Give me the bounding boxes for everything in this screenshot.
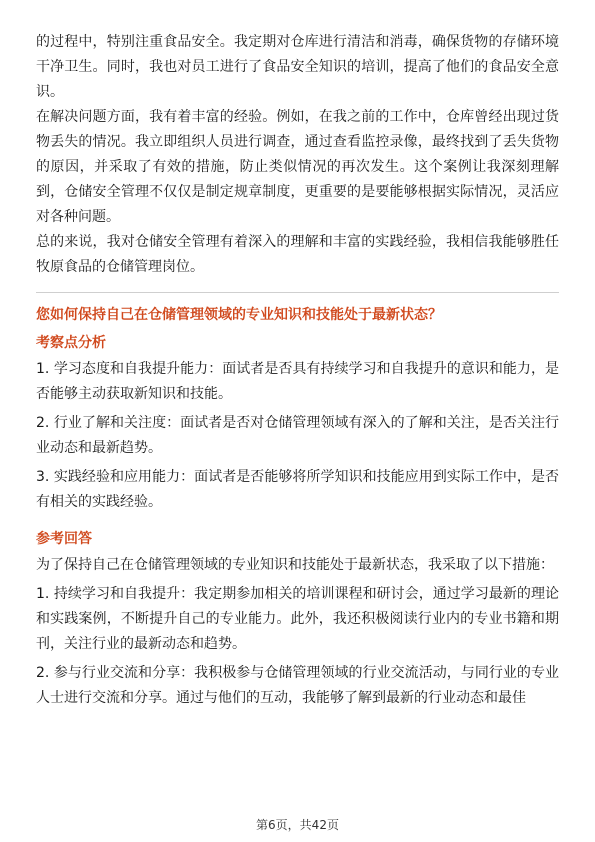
document-page — [36, 30, 559, 715]
answer-item-2: 2. 参与行业交流和分享：我积极参与仓储管理领域的行业交流活动，与同行业的专业人士进行交流和分享。通过与他们的互动，我能够了解到最新的行业动态和最佳 — [36, 665, 559, 706]
intro-paragraph-2: 在解决问题方面，我有着丰富的经验。例如，在我之前的工作中，仓库曾经出现过货物丢失的情况。我立即组织人员进行调查，通过查看监控录像，最终找到了丢失货物的原因，并采取了有效的措施，防止类似情况的再次发生。这个案例让我深刻理解到，仓储安全管理不仅仅是制定规章制度，更重要的是要能够根据实际情况，灵活应对各种问题。 — [36, 109, 559, 225]
analysis-item-3: 3. 实践经验和应用能力：面试者是否能够将所学知识和技能应用到实际工作中，是否有相关的实践经验。 — [36, 469, 559, 510]
analysis-heading: 考察点分析 — [36, 335, 106, 351]
intro-paragraph-1: 的过程中，特别注重食品安全。我定期对仓库进行清洁和消毒，确保货物的存储环境干净卫生。同时，我也对员工进行了食品安全知识的培训，提高了他们的食品安全意识。 — [36, 34, 559, 100]
answer-item-1: 1. 持续学习和自我提升：我定期参加相关的培训课程和研讨会，通过学习最新的理论和实践案例，不断提升自己的专业能力。此外，我还积极阅读行业内的专业书籍和期刊，关注行业的最新动态和趋势。 — [36, 586, 559, 652]
question-heading: 您如何保持自己在仓储管理领域的专业知识和技能处于最新状态？ — [36, 307, 442, 323]
section-divider — [36, 292, 559, 293]
intro-paragraph-3: 总的来说，我对仓储安全管理有着深入的理解和丰富的实践经验，我相信我能够胜任牧原食品的仓储管理岗位。 — [36, 234, 559, 275]
page-number: 第6页，共42页 — [256, 818, 339, 832]
answer-heading: 参考回答 — [36, 531, 92, 547]
answer-intro: 为了保持自己在仓储管理领域的专业知识和技能处于最新状态，我采取了以下措施： — [36, 557, 554, 573]
analysis-item-1: 1. 学习态度和自我提升能力：面试者是否具有持续学习和自我提升的意识和能力，是否能够主动获取新知识和技能。 — [36, 361, 559, 402]
analysis-item-2: 2. 行业了解和关注度：面试者是否对仓储管理领域有深入的了解和关注，是否关注行业动态和最新趋势。 — [36, 415, 559, 456]
